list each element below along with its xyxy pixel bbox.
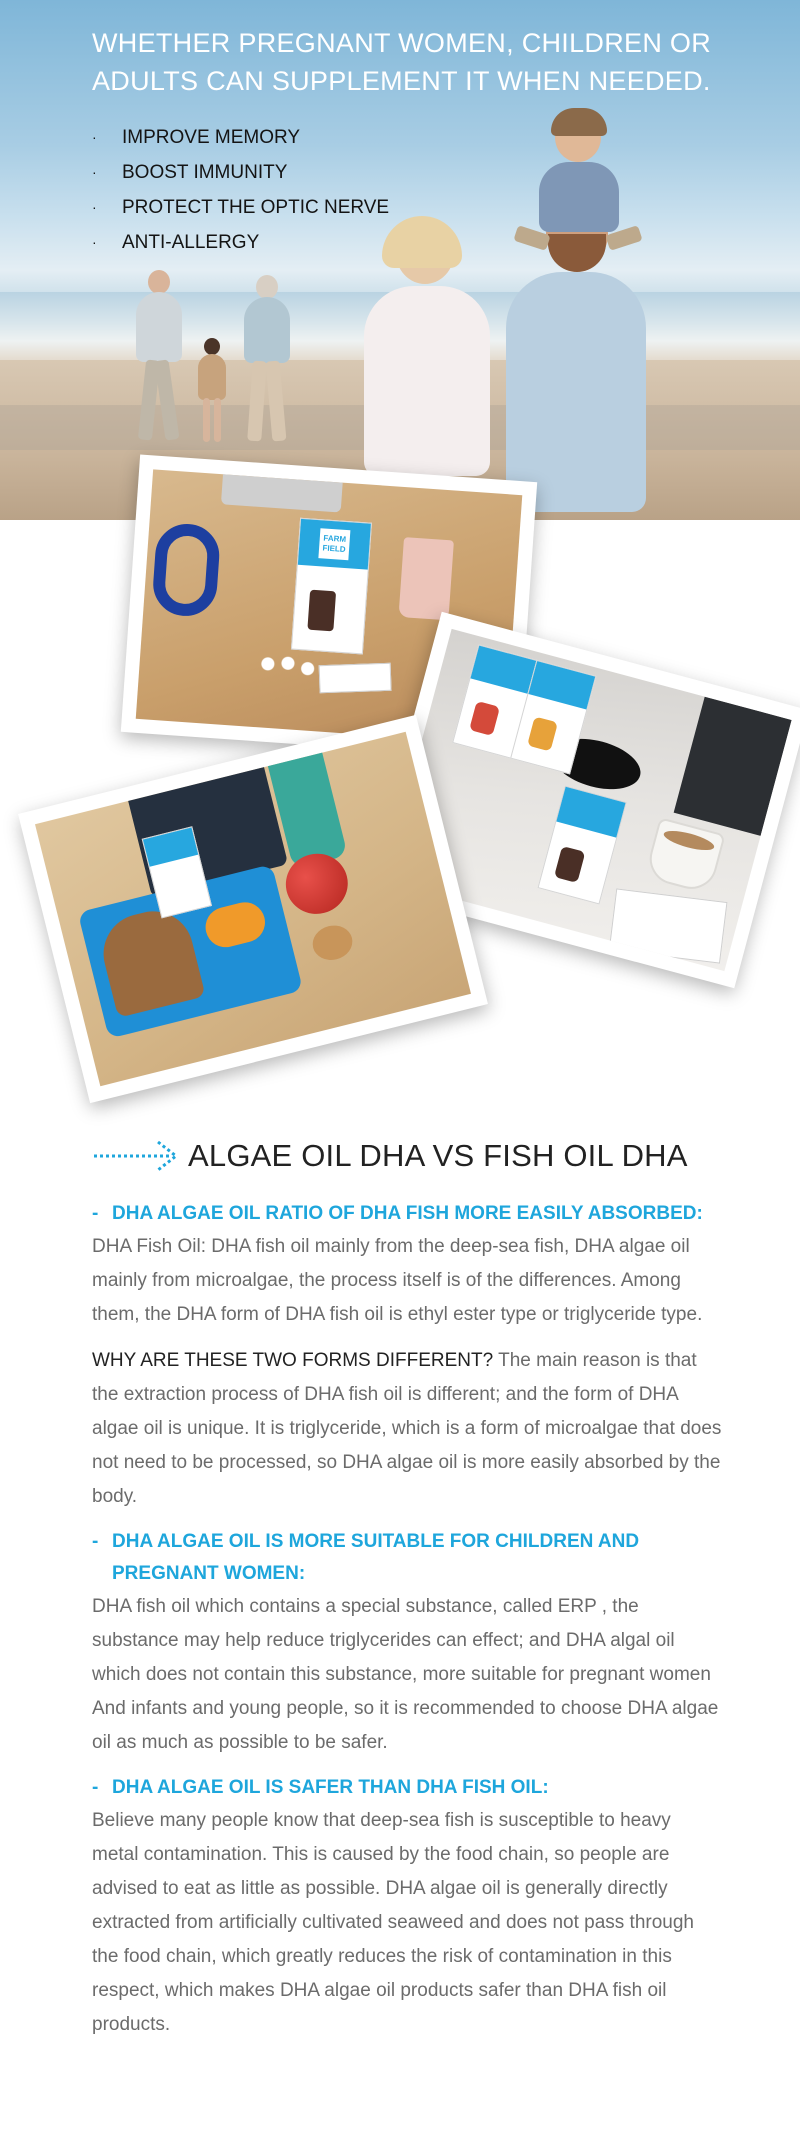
pencil-cup <box>398 537 453 620</box>
subheading-text: DHA ALGAE OIL IS SAFER THAN DHA FISH OIL: <box>112 1777 549 1798</box>
article <box>92 1128 722 2042</box>
question-body: The main reason is that the extraction process of DHA fish oil is different; and the form of DHA algae oil is unique. It is triglyceride, which is a form of microalgae that does not need to be processed, so DHA algae oil is more easily absorbed by the body. <box>92 1350 722 1507</box>
product-carton <box>291 518 372 655</box>
benefit-list <box>92 120 389 260</box>
benefit-item <box>92 155 389 190</box>
chair-shape <box>674 697 792 836</box>
benefit-label: BOOST IMMUNITY <box>122 162 288 183</box>
paragraph-fish-oil: DHA Fish Oil: DHA fish oil mainly from the deep-sea fish, DHA algae oil mainly from microalgae, the process itself is of the differences. Among them, the DHA form of DHA fish oil is ethyl ester type or triglyceride type. <box>92 1236 703 1325</box>
bullet-icon: · <box>92 199 97 215</box>
boy-on-shoulders-figure <box>515 112 635 312</box>
sachet <box>319 663 392 693</box>
paragraph-children: DHA fish oil which contains a special substance, called ERP , the substance may help reduce triglycerides can effect; and DHA algal oil which does not contain this substance, more suitable for pregnant women And infants and young people, so it is recommended to choose DHA algae oil as much as possible to be safer. <box>92 1596 719 1753</box>
subheading-text: DHA ALGAE OIL IS MORE SUITABLE FOR CHILDREN AND PREGNANT WOMEN: <box>112 1531 640 1584</box>
dotted-arrow-icon <box>92 1138 182 1174</box>
child-figure <box>195 338 229 448</box>
paragraph-safety: Believe many people know that deep-sea fish is susceptible to heavy metal contamination. This is caused by the food chain, so people are advised to eat as little as possible. DHA algae oil is generally directly extracted from artificially cultivated seaweed and does not pass through the food chain, which greatly reduces the risk of contamination in this respect, which makes DHA algae oil products safer than DHA fish oil products. <box>92 1810 694 2035</box>
hero-banner <box>0 0 800 520</box>
notebook <box>609 888 728 963</box>
subheading-absorption <box>92 1198 722 1230</box>
gummy-pieces <box>259 653 320 677</box>
headphones-icon <box>151 522 221 618</box>
dash-icon: - <box>92 1531 99 1552</box>
product-carton <box>538 786 627 905</box>
dash-icon: - <box>92 1203 99 1224</box>
brand-badge <box>318 528 350 560</box>
grandfather-figure <box>128 270 188 450</box>
sandwich <box>95 903 206 1018</box>
subheading-children <box>92 1526 722 1590</box>
grandmother-figure <box>238 275 296 450</box>
benefit-label: IMPROVE MEMORY <box>122 127 301 148</box>
subheading-text: DHA ALGAE OIL RATIO OF DHA FISH MORE EASILY ABSORBED: <box>112 1203 703 1224</box>
bullet-icon: · <box>92 164 97 180</box>
benefit-label: ANTI-ALLERGY <box>122 232 260 253</box>
subheading-safety <box>92 1772 722 1804</box>
benefit-label: PROTECT THE OPTIC NERVE <box>122 197 390 218</box>
benefit-item <box>92 120 389 155</box>
bullet-icon: · <box>92 234 97 250</box>
brand-line-2: FIELD <box>322 543 346 555</box>
hero-title: WHETHER PREGNANT WOMEN, CHILDREN OR ADULTS CAN SUPPLEMENT IT WHEN NEEDED. <box>92 28 712 96</box>
cookie <box>309 921 356 964</box>
coffee-cup <box>644 817 726 894</box>
photo-lunchbox <box>18 715 488 1103</box>
paragraph-why-different <box>92 1344 722 1514</box>
laptop-shape <box>221 469 343 512</box>
bullet-icon: · <box>92 129 97 145</box>
benefit-item <box>92 225 389 260</box>
benefit-item <box>92 190 389 225</box>
section-title: ALGAE OIL DHA VS FISH OIL DHA <box>188 1138 688 1173</box>
dash-icon: - <box>92 1777 99 1798</box>
question-lead: WHY ARE THESE TWO FORMS DIFFERENT? <box>92 1350 494 1371</box>
section-header <box>92 1128 722 1184</box>
orange-slices <box>201 898 269 951</box>
brand-line-1: FARM <box>323 533 347 545</box>
